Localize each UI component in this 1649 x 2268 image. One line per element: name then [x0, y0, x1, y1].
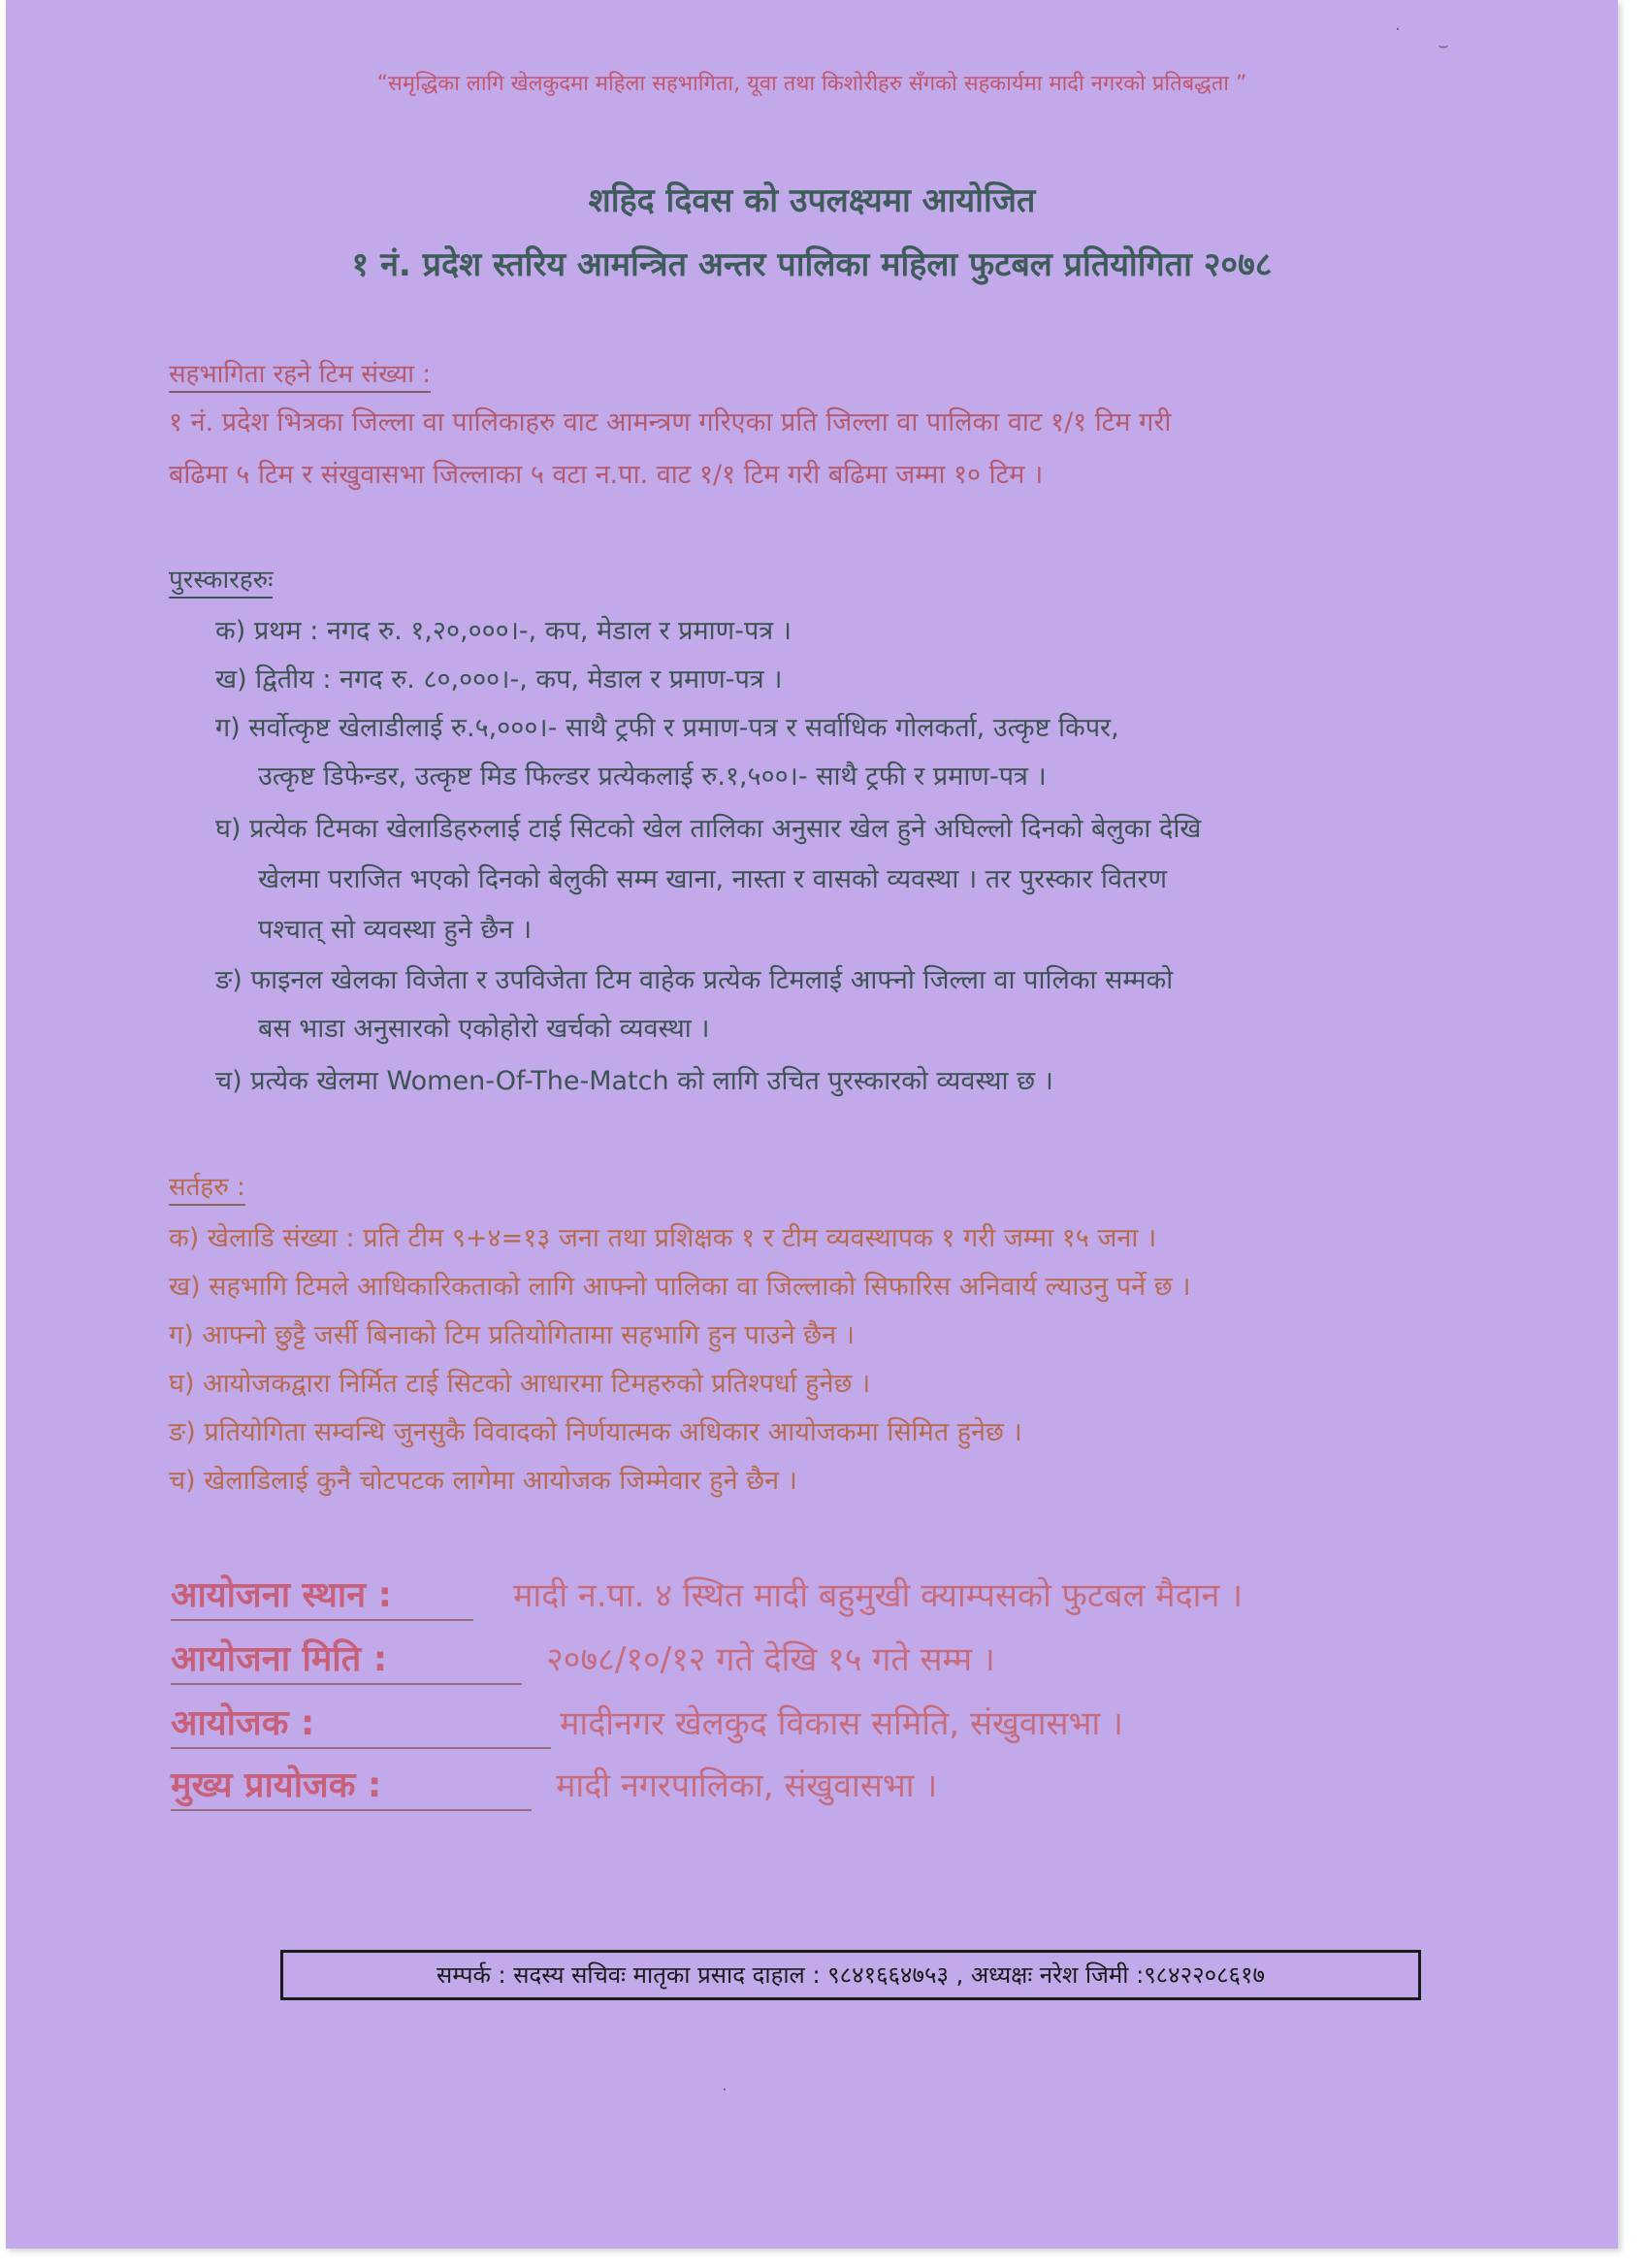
organizer-value: मादीनगर खेलकुद विकास समिति, संखुवासभा ।: [560, 1704, 1123, 1743]
teams-line-1: १ नं. प्रदेश भित्रका जिल्ला वा पालिकाहरु वाट आमन्त्रण गरिएका प्रति जिल्ला वा पालिका वाट १/१ टिम गरी: [169, 407, 1172, 437]
prize-item-6: च) प्रत्येक खेलमा Women-Of-The-Match को लागि उचित पुरस्कारको व्यवस्था छ ।: [215, 1066, 1053, 1096]
condition-4: घ) आयोजकद्वारा निर्मित टाई सिटको आधारमा टिमहरुको प्रतिश्पर्धा हुनेछ ।: [169, 1369, 871, 1399]
contact-box: सम्पर्क : सदस्य सचिवः मातृका प्रसाद दाहाल : ९८४१६६४७५३ , अध्यक्षः नरेश जिमी :९८४२२०८६१७: [280, 1950, 1421, 2000]
slogan: “समृद्धिका लागि खेलकुदमा महिला सहभागिता, यूवा तथा किशोरीहरु सँगको सहकार्यमा मादी नगरको प्रतिबद्धता ”: [376, 72, 1247, 96]
teams-heading: सहभागिता रहने टिम संख्या :: [169, 355, 431, 393]
prize-item-3: ग) सर्वोत्कृष्ट खेलाडीलाई रु.५,०००।- साथै ट्रफी र प्रमाण-पत्र र सर्वाधिक गोलकर्ता, उत्कृष्ट किपर,: [215, 713, 1119, 743]
sponsor-label: मुख्य प्रायोजक :: [171, 1760, 532, 1811]
date-row: [171, 1634, 995, 1685]
condition-5: ङ) प्रतियोगिता सम्वन्धि जुनसुकै विवादको निर्णयात्मक अधिकार आयोजकमा सिमित हुनेछ ।: [169, 1417, 1022, 1447]
organizer-label: आयोजक :: [171, 1698, 551, 1749]
title-line-1: शहिद दिवस को उपलक्ष्यमा आयोजित: [588, 181, 1036, 220]
sponsor-row: [171, 1760, 937, 1811]
prize-item-5: ङ) फाइनल खेलका विजेता र उपविजेता टिम वाहेक प्रत्येक टिमलाई आफ्नो जिल्ला वा पालिका सम्मको: [215, 965, 1174, 995]
prize-item-4: घ) प्रत्येक टिमका खेलाडिहरुलाई टाई सिटको खेल तालिका अनुसार खेल हुने अघिल्लो दिनको बेलुका देखि: [215, 814, 1202, 844]
sponsor-value: मादी नगरपालिका, संखुवासभा ।: [556, 1766, 938, 1805]
organizer-row: [171, 1698, 1123, 1749]
venue-label: आयोजना स्थान :: [171, 1570, 473, 1621]
prize-item-4-cont-2: पश्चात् सो व्यवस्था हुने छैन ।: [258, 915, 533, 945]
speck: ·: [722, 2080, 728, 2100]
flyer-sheet: [6, 0, 1618, 2249]
speck: ·: [1395, 19, 1401, 40]
prize-item-5-cont: बस भाडा अनुसारको एकोहोरो खर्चको व्यवस्था ।: [258, 1014, 710, 1044]
title-line-2: १ नं. प्रदेश स्तरिय आमन्त्रित अन्तर पालिका महिला फुटबल प्रतियोगिता २०७८: [351, 245, 1273, 284]
prize-item-3-cont: उत्कृष्ट डिफेन्डर, उत्कृष्ट मिड फिल्डर प्रत्येकलाई रु.१,५००।- साथै ट्रफी र प्रमाण-पत्र ।: [258, 761, 1047, 792]
prize-item-1: क) प्रथम : नगद रु. १,२०,०००।-, कप, मेडाल र प्रमाण-पत्र ।: [215, 616, 792, 646]
date-value: २०७८/१०/१२ गते देखि १५ गते सम्म ।: [546, 1640, 995, 1679]
venue-row: [171, 1570, 1243, 1621]
venue-value: मादी न.पा. ४ स्थित मादी बहुमुखी क्याम्पसको फुटबल मैदान ।: [513, 1576, 1244, 1615]
condition-3: ग) आफ्नो छुट्टै जर्सी बिनाको टिम प्रतियोगितामा सहभागि हुन पाउने छैन ।: [169, 1320, 855, 1350]
prizes-heading: पुरस्कारहरुः: [169, 561, 273, 599]
date-label: आयोजना मिति :: [171, 1634, 522, 1685]
condition-1: क) खेलाडि संख्या : प्रति टीम ९+४=१३ जना तथा प्रशिक्षक १ र टीम व्यवस्थापक १ गरी जम्मा १५ जना ।: [169, 1223, 1157, 1253]
speck: ⌣: [1438, 35, 1449, 55]
prize-item-4-cont: खेलमा पराजित भएको दिनको बेलुकी सम्म खाना, नास्ता र वासको व्यवस्था । तर पुरस्कार वितरण: [258, 864, 1168, 894]
prize-item-2: ख) द्वितीय : नगद रु. ८०,०००।-, कप, मेडाल र प्रमाण-पत्र ।: [215, 664, 783, 695]
condition-6: च) खेलाडिलाई कुनै चोटपटक लागेमा आयोजक जिम्मेवार हुने छैन ।: [169, 1466, 797, 1496]
teams-line-2: बढिमा ५ टिम र संखुवासभा जिल्लाका ५ वटा न.पा. वाट १/१ टिम गरी बढिमा जम्मा १० टिम ।: [169, 460, 1044, 490]
conditions-heading: सर्तहरु :: [169, 1168, 245, 1206]
condition-2: ख) सहभागि टिमले आधिकारिकताको लागि आफ्नो पालिका वा जिल्लाको सिफारिस अनिवार्य ल्याउनु पर्ने छ ।: [169, 1272, 1191, 1302]
